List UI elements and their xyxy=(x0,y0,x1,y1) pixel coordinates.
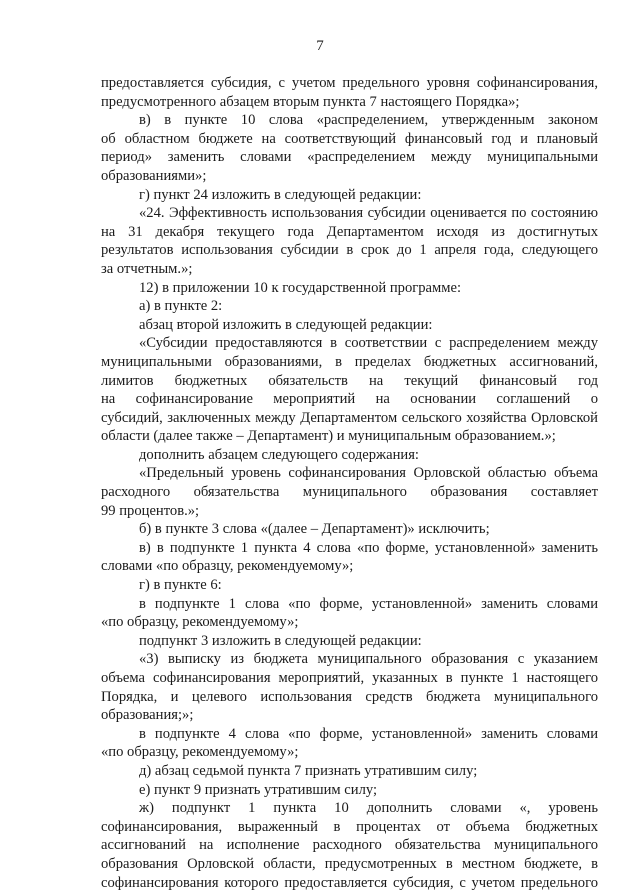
text-line: г) пункт 24 изложить в следующей редакции: xyxy=(139,186,422,203)
text-line: образованиями»; xyxy=(101,167,207,184)
text-line: дополнить абзацем следующего содержания: xyxy=(139,446,419,463)
text-line: «24. Эффективность использования субсидии оценивается по состоянию xyxy=(139,205,598,222)
text-line: а) в пункте 2: xyxy=(139,298,223,315)
text-line: «по образцу, рекомендуемому»; xyxy=(101,744,299,761)
text-line: лимитов бюджетных обязательств на текущий финансовый год xyxy=(101,372,598,389)
text-line: д) абзац седьмой пункта 7 признать утратившим силу; xyxy=(139,762,478,779)
text-line: муниципальными образованиями, в пределах бюджетных ассигнований, xyxy=(101,353,598,370)
text-line: е) пункт 9 признать утратившим силу; xyxy=(139,781,378,798)
text-line: области (далее также – Департамент) и муниципальным образованием.»; xyxy=(101,428,556,445)
text-line: 99 процентов.»; xyxy=(101,502,200,519)
text-line: словами «по образцу, рекомендуемому»; xyxy=(101,558,354,575)
text-line: ж) подпункт 1 пункта 10 дополнить словами «, уровень xyxy=(139,800,598,817)
text-line: «3) выписку из бюджета муниципального образования с указанием xyxy=(139,651,598,668)
text-line: ассигнований на исполнение расходного обязательства муниципального xyxy=(101,837,598,854)
page-number: 7 xyxy=(316,38,324,54)
text-line: предоставляется субсидия, с учетом предельного уровня софинансирования, xyxy=(101,75,598,91)
text-line: период» заменить словами «распределением между муниципальными xyxy=(101,149,598,166)
text-line: «Предельный уровень софинансирования Орловской областью объема xyxy=(139,465,598,482)
text-line: объема софинансирования мероприятий, указанных в пункте 1 настоящего xyxy=(101,670,598,686)
text-line: г) в пункте 6: xyxy=(139,577,222,594)
text-line: софинансирования, выраженный в процентах от объема бюджетных xyxy=(101,818,598,835)
text-line: на 31 декабря текущего года Департаментом исходя из достигнутых xyxy=(101,223,598,240)
text-line: абзац второй изложить в следующей редакции: xyxy=(139,316,433,333)
text-line: расходного обязательства муниципального образования составляет xyxy=(101,484,598,501)
text-line: подпункт 3 изложить в следующей редакции: xyxy=(139,632,422,649)
text-line: в подпункте 4 слова «по форме, установленной» заменить словами xyxy=(139,725,598,742)
text-line: софинансирования которого предоставляется субсидия, с учетом предельного xyxy=(101,874,598,891)
text-line: результатов использования субсидии в срок до 1 апреля года, следующего xyxy=(101,242,598,259)
text-line: субсидий, заключенных между Департаментом сельского хозяйства Орловской xyxy=(101,409,598,426)
text-line: в) в подпункте 1 пункта 4 слова «по форме, установленной» заменить xyxy=(139,539,598,556)
text-line: за отчетным.»; xyxy=(101,260,193,277)
text-line: в подпункте 1 слова «по форме, установленной» заменить словами xyxy=(139,595,598,612)
text-line: на софинансирование мероприятий на основании соглашений о xyxy=(101,391,598,408)
text-line: «по образцу, рекомендуемому»; xyxy=(101,614,299,631)
text-line: об областном бюджете на соответствующий финансовый год и плановый xyxy=(101,130,598,147)
text-line: образования Орловской области, предусмотренных в местном бюджете, в xyxy=(101,855,598,872)
text-line: «Субсидии предоставляются в соответствии с распределением между xyxy=(139,335,598,352)
text-line: в) в пункте 10 слова «распределением, утвержденным законом xyxy=(139,112,598,129)
text-line: б) в пункте 3 слова «(далее – Департамент)» исключить; xyxy=(139,521,490,538)
document-body xyxy=(101,74,598,892)
text-line: Порядка, и целевого использования средств бюджета муниципального xyxy=(101,688,598,705)
text-line: 12) в приложении 10 к государственной программе: xyxy=(139,279,462,296)
text-line: предусмотренного абзацем вторым пункта 7 настоящего Порядка»; xyxy=(101,93,520,110)
text-line: образования;»; xyxy=(101,707,194,724)
